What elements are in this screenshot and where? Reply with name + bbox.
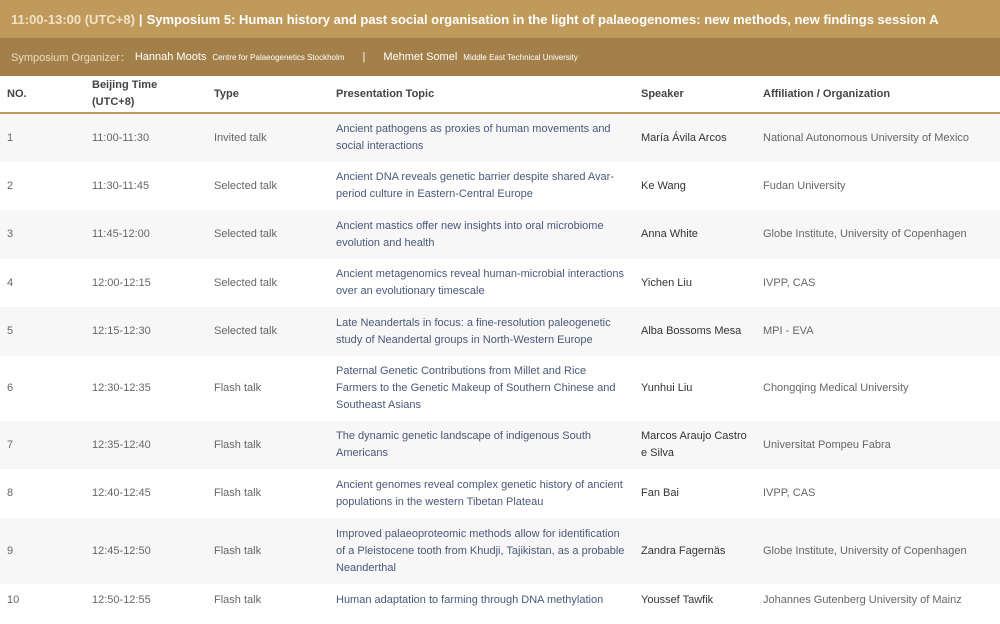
row-number: 3 <box>7 228 14 240</box>
column-header-affiliation: Affiliation / Organization <box>763 87 891 100</box>
table-header-row <box>0 76 1000 114</box>
row-time: 11:30-11:45 <box>92 179 150 192</box>
row-type: Flash talk <box>214 382 262 394</box>
row-speaker: Youssef Tawfik <box>641 594 714 606</box>
row-type: Flash talk <box>214 594 262 606</box>
row-affiliation: IVPP, CAS <box>763 276 816 289</box>
organizer-name: Mehmet Somel <box>383 51 458 63</box>
table-row <box>0 307 1000 356</box>
row-number: 8 <box>7 487 14 499</box>
table-row <box>0 259 1000 307</box>
row-type: Selected talk <box>214 228 277 240</box>
row-affiliation: IVPP, CAS <box>763 487 816 499</box>
row-time: 11:45-12:00 <box>92 228 150 240</box>
row-number: 7 <box>7 438 14 451</box>
row-time: 12:15-12:30 <box>92 325 151 337</box>
table-row <box>0 421 1000 469</box>
organizer-label: Symposium Organizer： <box>11 52 131 64</box>
row-speaker: Marcos Araujo Castro e Silva <box>641 430 747 459</box>
row-number: 6 <box>7 382 14 394</box>
row-number: 1 <box>7 131 14 144</box>
row-affiliation: Universitat Pompeu Fabra <box>763 438 891 451</box>
schedule-table <box>0 76 1000 617</box>
table-row <box>0 584 1000 617</box>
organizer-name: Hannah Moots <box>134 51 207 63</box>
row-topic: Ancient genomes reveal complex genetic history of ancient populations in the western Tibetan Plateau <box>336 478 623 508</box>
row-topic: Ancient DNA reveals genetic barrier despite shared Avar-period culture in Eastern-Central Europe <box>336 171 614 200</box>
table-row <box>0 356 1000 421</box>
table-row <box>0 114 1000 162</box>
row-type: Invited talk <box>214 131 267 144</box>
table-row <box>0 518 1000 584</box>
row-affiliation: Johannes Gutenberg University of Mainz <box>763 594 962 606</box>
row-topic: Late Neandertals in focus: a fine-resolution paleogenetic study of Neandertal groups in North-Western Europe <box>336 316 611 346</box>
row-speaker: Ke Wang <box>641 179 686 192</box>
organizer-institution: Middle East Technical University <box>463 52 578 62</box>
row-speaker: Fan Bai <box>641 487 679 499</box>
row-time: 12:30-12:35 <box>92 382 151 394</box>
row-speaker: Yichen Liu <box>641 276 692 289</box>
session-title: Symposium 5: Human history and past social organisation in the light of palaeogenomes: new methods, new findings session A <box>146 11 939 27</box>
row-affiliation: National Autonomous University of Mexico <box>763 131 970 144</box>
row-speaker: María Ávila Arcos <box>641 131 727 144</box>
organizer-institution: Centre for Palaeogenetics Stockholm <box>212 52 345 62</box>
table-row <box>0 469 1000 518</box>
row-topic: The dynamic genetic landscape of indigenous South Americans <box>336 430 592 459</box>
row-time: 12:35-12:40 <box>92 438 151 451</box>
row-type: Flash talk <box>214 438 262 451</box>
row-number: 9 <box>7 544 14 557</box>
row-speaker: Alba Bossoms Mesa <box>641 325 742 337</box>
row-affiliation: Chongqing Medical University <box>763 382 909 394</box>
row-speaker: Zandra Fagernäs <box>641 544 726 557</box>
row-speaker: Anna White <box>641 228 698 240</box>
row-time: 12:45-12:50 <box>92 544 151 557</box>
row-number: 2 <box>7 179 14 192</box>
session-time: 11:00-13:00 (UTC+8) <box>11 11 135 27</box>
column-header-no: NO. <box>7 87 27 100</box>
organizer-bar <box>0 38 1000 76</box>
row-type: Selected talk <box>214 325 277 337</box>
row-time: 11:00-11:30 <box>92 131 150 144</box>
row-topic: Paternal Genetic Contributions from Millet and Rice Farmers to the Genetic Makeup of Southern Chinese and Southeast Asians <box>336 365 616 411</box>
row-time: 12:50-12:55 <box>92 594 151 606</box>
column-header-speaker: Speaker <box>641 87 684 100</box>
row-affiliation: Globe Institute, University of Copenhagen <box>763 228 967 240</box>
table-row <box>0 210 1000 259</box>
column-header-time: Beijing Time (UTC+8) <box>92 79 158 108</box>
row-affiliation: Fudan University <box>763 179 846 192</box>
row-topic: Ancient pathogens as proxies of human movements and social interactions <box>336 123 611 152</box>
table-row <box>0 162 1000 210</box>
row-time: 12:00-12:15 <box>92 276 151 289</box>
column-header-type: Type <box>214 87 239 100</box>
row-number: 5 <box>7 325 14 337</box>
row-speaker: Yunhui Liu <box>641 382 693 394</box>
row-affiliation: MPI - EVA <box>763 325 814 337</box>
row-type: Selected talk <box>214 179 277 192</box>
row-number: 10 <box>7 594 20 606</box>
row-topic: Ancient metagenomics reveal human-microbial interactions over an evolutionary timescale <box>336 268 624 297</box>
row-topic: Ancient mastics offer new insights into oral microbiome evolution and health <box>336 219 604 249</box>
title-separator: | <box>138 11 143 27</box>
row-time: 12:40-12:45 <box>92 487 151 499</box>
row-type: Flash talk <box>214 487 262 499</box>
organizer-divider: | <box>362 51 366 63</box>
column-header-topic: Presentation Topic <box>336 87 435 100</box>
session-title-bar <box>0 0 1000 38</box>
row-topic: Improved palaeoproteomic methods allow for identification of a Pleistocene tooth from Khudji, Tajikistan, as a probable Neanderthal <box>336 527 625 574</box>
row-type: Selected talk <box>214 276 277 289</box>
row-topic: Human adaptation to farming through DNA methylation <box>336 594 604 606</box>
row-affiliation: Globe Institute, University of Copenhagen <box>763 544 967 557</box>
row-number: 4 <box>7 276 14 289</box>
row-type: Flash talk <box>214 544 262 557</box>
